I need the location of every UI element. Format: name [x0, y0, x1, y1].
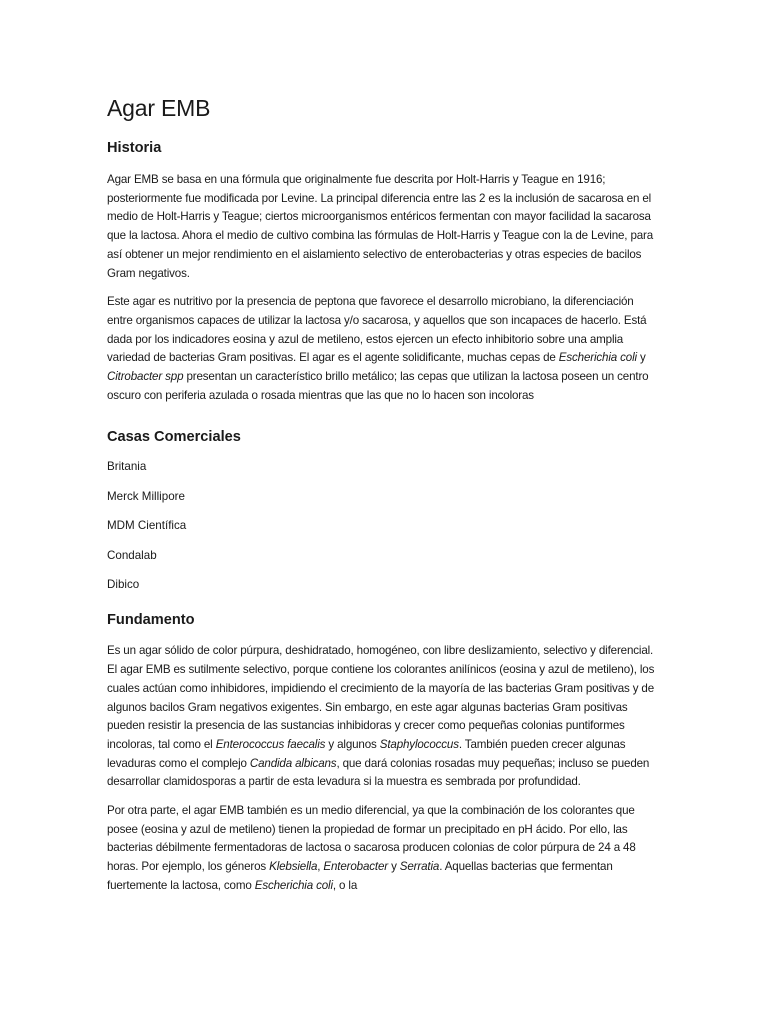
company-item: Dibico	[107, 578, 140, 592]
text-run: , que dará colonias rosadas muy pequeñas; incluso se pueden desarrollar clamidosporas a partir de esta levadura si la muestra es sembrada por profundidad.	[107, 756, 650, 789]
historia-paragraph-2	[107, 293, 659, 405]
company-item: Merck Millipore	[107, 489, 185, 503]
text-run: y algunos	[325, 737, 380, 751]
company-item: Condalab	[107, 548, 157, 562]
company-item: MDM Científica	[107, 519, 187, 533]
text-run: Es un agar sólido de color púrpura, deshidratado, homogéneo, con libre deslizamiento, selectivo y diferencial. El agar EMB es sutilmente selectivo, porque contiene los colorantes anilínicos (eosina y azul de metileno), los cuales actúan como inhibidores, impidiendo el crecimiento de la mayoría de las bacterias Gram positivas y de algunos bacilos Gram negativos exigentes. Sin embargo, en este agar algunas bacterias Gram positivas pueden resistir la presencia de las sustancias inhibidoras y crecer como pequeñas colonias puntiformes incoloras, tal como el	[107, 644, 655, 751]
fundamento-paragraph-1	[107, 642, 659, 792]
section-heading-historia: Historia	[107, 140, 162, 156]
company-item: Britania	[107, 460, 147, 474]
text-run: Este agar es nutritivo por la presencia de peptona que favorece el desarrollo microbiano, la diferenciación entre organismos capaces de utilizar la lactosa y/o sacarosa, y aquellos que son incapaces de hacerlo. Está dada por los indicadores eosina y azul de metileno, estos ejercen un efecto inhibitorio sobre una amplia variedad de bacterias Gram positivas. El agar es el agente solidificante, muchas cepas de	[107, 295, 647, 365]
species-name: Citrobacter spp	[107, 370, 184, 384]
species-name: Escherichia coli	[254, 878, 333, 892]
text-run: , o la	[332, 878, 358, 892]
species-name: Escherichia coli	[558, 351, 637, 365]
fundamento-paragraph-2	[107, 802, 659, 896]
document-page	[107, 92, 659, 906]
text-run: y	[388, 860, 400, 874]
text-run: . Aquellas bacterias que fermentan fuertemente la lactosa, como	[107, 860, 613, 892]
text-run: presentan un característico brillo metálico; las cepas que utilizan la lactosa poseen un centro oscuro con periferia azulada o rosada mientras que las que no lo hacen son incoloras	[107, 370, 649, 402]
document-title: Agar EMB	[107, 95, 211, 121]
text-run: y	[636, 351, 646, 365]
section-heading-fundamento: Fundamento	[107, 612, 195, 629]
text-run: Por otra parte, el agar EMB también es un medio diferencial, ya que la combinación de los colorantes que posee (eosina y azul de metileno) tienen la propiedad de formar un precipitado en pH ácido. Por ello, las bacterias débilmente fermentadoras de lactosa o sacarosa producen colonias de color púrpura de 24 a 48 horas. Por ejemplo, los géneros	[107, 804, 636, 874]
text-run: . También pueden crecer algunas levaduras como el complejo	[107, 737, 626, 770]
company-list	[107, 458, 659, 594]
species-name: Enterococcus faecalis	[215, 737, 326, 751]
species-name: Enterobacter	[323, 860, 388, 874]
historia-paragraph-1: Agar EMB se basa en una fórmula que originalmente fue descrita por Holt-Harris y Teague en 1916; posteriormente fue modificada por Levine. La principal diferencia entre las 2 es la inclusión de sacarosa en el medio de Holt-Harris y Teague; ciertos microorganismos entéricos fermentan con mayor facilidad la sacarosa que la lactosa. Ahora el medio de cultivo combina las fórmulas de Holt-Harris y Teague con la de Levine, para así obtener un mejor rendimiento en el aislamiento selectivo de enterobacterias y otras especies de bacilos Gram negativos.	[107, 173, 654, 280]
species-name: Serratia	[399, 860, 440, 874]
species-name: Candida albicans	[249, 756, 337, 770]
species-name: Staphylococcus	[379, 737, 459, 751]
section-heading-casas-comerciales: Casas Comerciales	[107, 429, 241, 446]
text-run: ,	[317, 860, 324, 874]
species-name: Klebsiella	[269, 860, 318, 874]
